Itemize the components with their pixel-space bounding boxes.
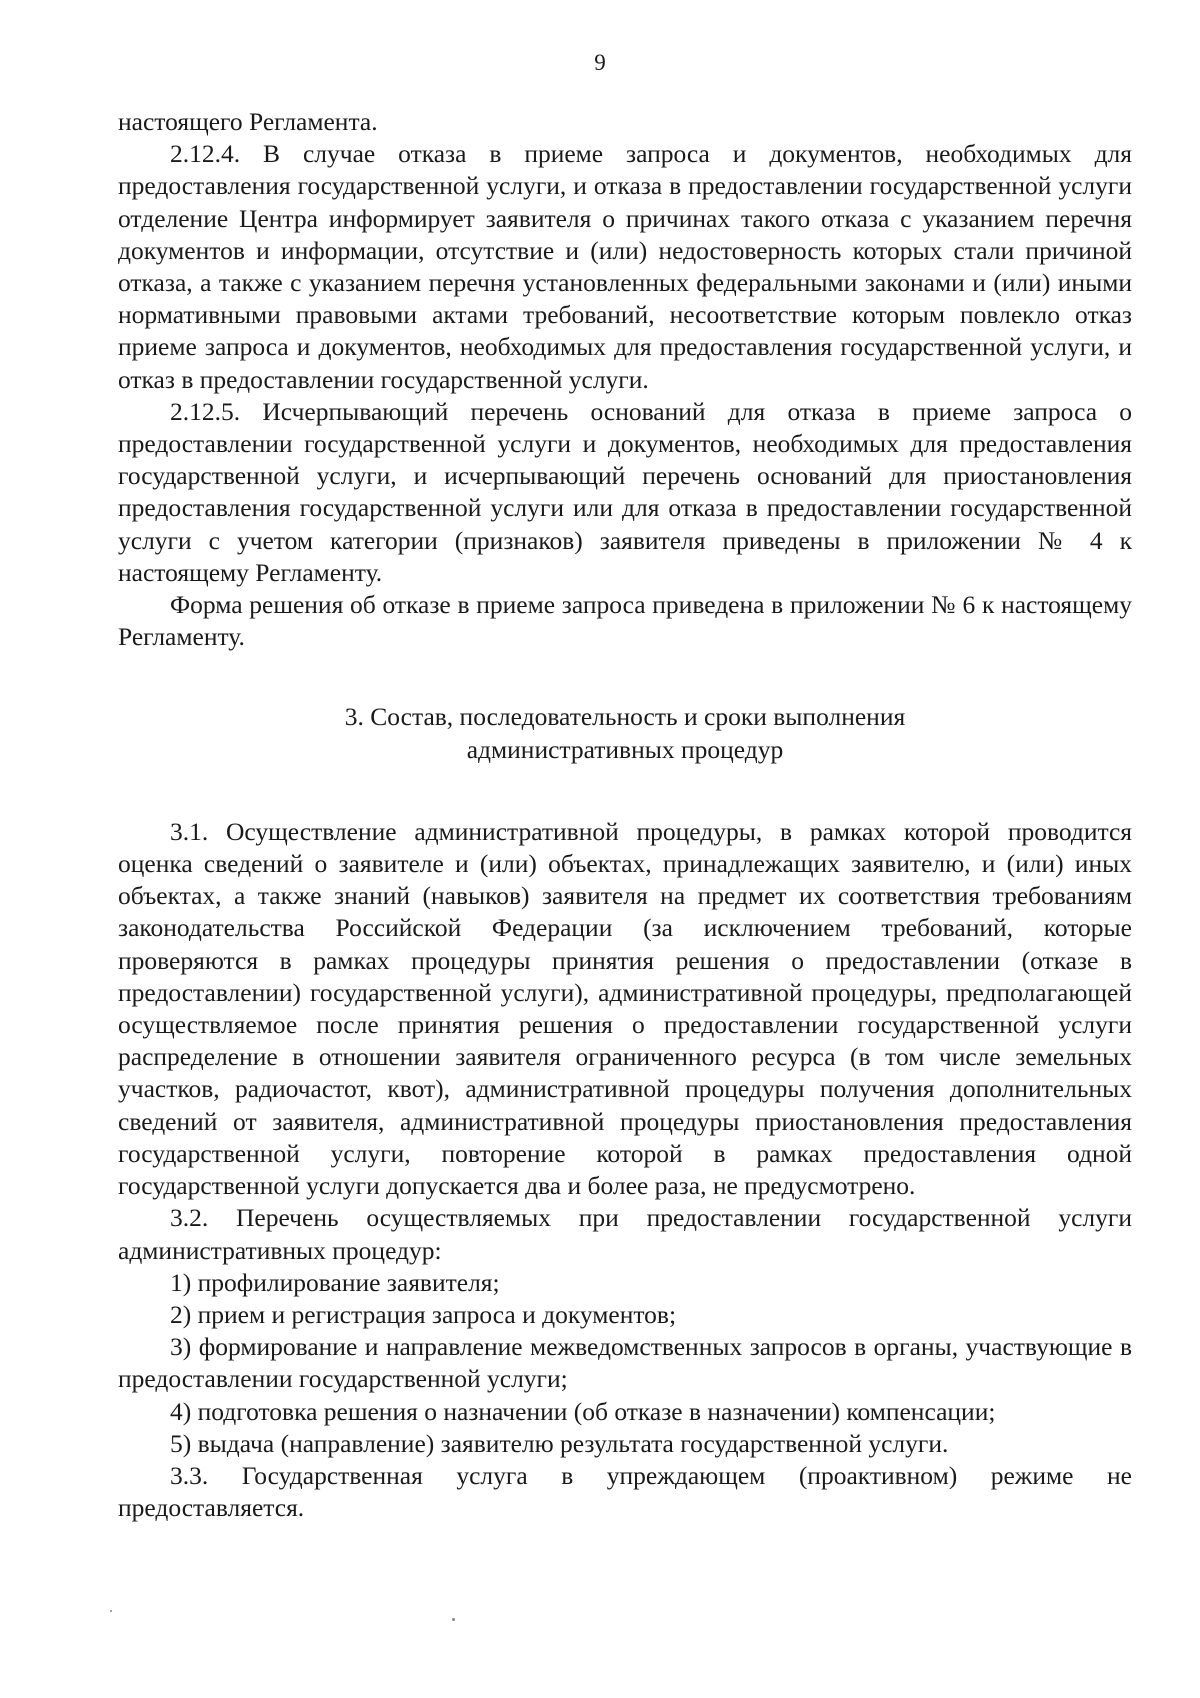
section-heading bbox=[118, 701, 1132, 765]
paragraph-3-3: 3.3. Государственная услуга в упреждающем (проактивном) режиме не предоставляется. bbox=[118, 1460, 1132, 1523]
scan-speck bbox=[452, 1618, 455, 1621]
page-number: 9 bbox=[594, 50, 606, 75]
list-item: 2) прием и регистрация запроса и документов; bbox=[170, 1299, 677, 1329]
paragraph-refusal-form: Форма решения об отказе в приеме запроса приведена в приложении № 6 к настоящему Регламенту. bbox=[118, 590, 1132, 652]
list-item: 1) профилирование заявителя; bbox=[170, 1267, 500, 1297]
paragraph-2-12-4: 2.12.4. В случае отказа в приеме запроса и документов, необходимых для предоставления государственной услуги, и отказа в предоставлении государственной услуги отделение Центра информирует заявителя о причинах такого отказа с указанием перечня документов и информации, отсутствие и (или) недостоверность которых стали причиной отказа, а также с указанием перечня установленных федеральными законами и (или) иными нормативными правовыми актами требований, несоответствие которым повлекло отказ приеме запроса и документов, необходимых для предоставления государственной услуги, и отказ в предоставлении государственной услуги. bbox=[118, 139, 1132, 394]
paragraph-continuation: настоящего Регламента. bbox=[118, 107, 378, 136]
scan-speck bbox=[110, 1610, 112, 1612]
list-item: 5) выдача (направление) заявителю результата государственной услуги. bbox=[170, 1428, 949, 1458]
section-heading-line-2: административных процедур bbox=[466, 734, 784, 764]
paragraph-3-2: 3.2. Перечень осуществляемых при предоставлении государственной услуги административных процедур: bbox=[118, 1203, 1132, 1265]
document-body bbox=[118, 106, 1132, 1524]
section-heading-line-1: 3. Состав, последовательность и сроки выполнения bbox=[344, 702, 906, 732]
paragraph-2-12-5: 2.12.5. Исчерпывающий перечень оснований для отказа в приеме запроса о предоставлении государственной услуги и документов, необходимых для предоставления государственной услуги, и исчерпывающий перечень оснований для приостановления предоставления государственной услуги или для отказа в предоставлении государственной услуги с учетом категории (признаков) заявителя приведены в приложении № 4 к настоящему Регламенту. bbox=[118, 396, 1132, 587]
list-item: 4) подготовка решения о назначении (об отказе в назначении) компенсации; bbox=[170, 1396, 996, 1426]
paragraph-3-1: 3.1. Осуществление административной процедуры, в рамках которой проводится оценка сведений о заявителе и (или) объектах, принадлежащих заявителю, и (или) иных объектах, а также знаний (навыков) заявителя на предмет их соответствия требованиям законодательства Российской Федерации (за исключением требований, которые проверяются в рамках процедуры принятия решения о предоставлении (отказе в предоставлении) государственной услуги), административной процедуры, предполагающей осуществляемое после принятия решения о предоставлении государственной услуги распределение в отношении заявителя ограниченного ресурса (в том числе земельных участков, радиочастот, квот), административной процедуры получения дополнительных сведений от заявителя, административной процедуры приостановления предоставления государственной услуги, повторение которой в рамках предоставления одной государственной услуги допускается два и более раза, не предусмотрено. bbox=[118, 816, 1132, 1201]
list-item: 3) формирование и направление межведомственных запросов в органы, участвующие в предоставлении государственной услуги; bbox=[118, 1332, 1132, 1394]
